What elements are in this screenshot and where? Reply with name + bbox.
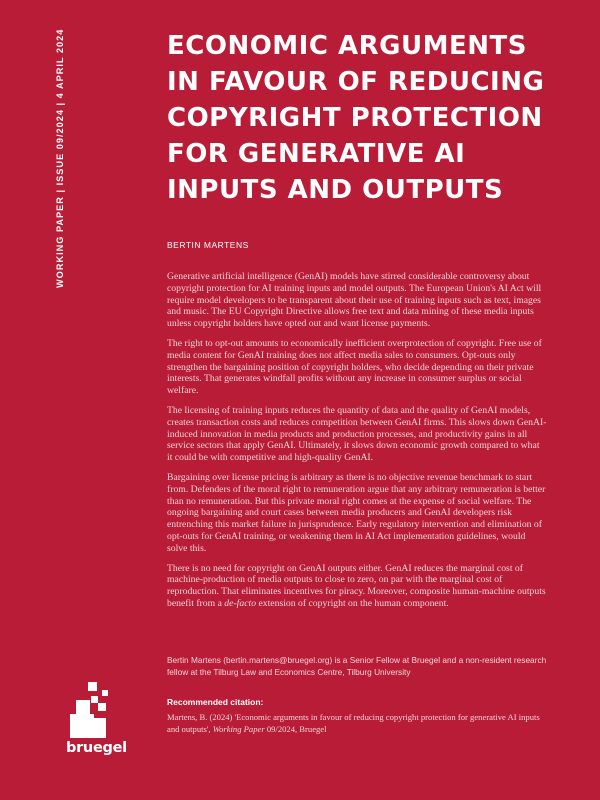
author-name: BERTIN MARTENS <box>167 240 249 250</box>
abstract-paragraph-3: The licensing of training inputs reduces the quantity of data and the quality of GenAI models, creates transaction costs and reduces competition between GenAI firms. This slows down GenAI-induced innovation in media products and production processes, and productivity gains in all service sectors that apply GenAI. Ultimately, it slows down economic growth compared to what it could be with competitive and high-quality GenAI. <box>167 404 547 464</box>
citation-part: Martens, B. (2024) 'Economic arguments in favour of reducing copyright protection for generative AI inputs and outputs', <box>167 712 540 734</box>
bruegel-logo-squares-icon <box>66 678 136 740</box>
citation-part: 09/2024, Bruegel <box>264 724 327 734</box>
author-bio: Bertin Martens (bertin.martens@bruegel.org) is a Senior Fellow at Bruegel and a non-resident research fellow at the Tilburg Law and Economics Centre, Tilburg University <box>167 655 547 677</box>
abstract-paragraph-4: Bargaining over license pricing is arbitrary as there is no objective revenue benchmark to start from. Defenders of the moral right to remuneration argue that any arbitrary remuneration is better than no remuneration. But this private moral right comes at the expense of social welfare. The ongoing bargaining and court cases between media producers and GenAI developers risk entrenching this market failure in jurisprudence. Early regulatory intervention and elimination of opt-outs for GenAI training, or weakening them in AI Act implementation guidelines, would solve this. <box>167 471 546 554</box>
emphasis-text: de-facto <box>224 597 257 609</box>
citation-heading: Recommended citation: <box>167 697 264 707</box>
citation-text <box>167 711 547 735</box>
paper-title: ECONOMIC ARGUMENTS IN FAVOUR OF REDUCING COPYRIGHT PROTECTION FOR GENERATIVE AI INPUTS AND OUTPUTS <box>167 31 545 205</box>
logo-wordmark: bruegel <box>66 740 127 756</box>
series-label-vertical <box>53 28 67 288</box>
citation-emphasis: Working Paper <box>212 724 265 734</box>
series-label-text: WORKING PAPER | ISSUE 09/2024 | 4 APRIL 2024 <box>55 28 65 288</box>
abstract <box>167 271 547 618</box>
bruegel-logo <box>66 678 136 768</box>
abstract-paragraph-1: Generative artificial intelligence (GenAI) models have stirred considerable controversy about copyright protection for AI training inputs and model outputs. The European Union's AI Act will require model developers to be transparent about their use of training inputs such as text, images and music. The EU Copyright Directive allows free text and data mining of these media inputs unless copyright holders have opted out and want license payments. <box>167 271 542 330</box>
abstract-paragraph-2: The right to opt-out amounts to economically inefficient overprotection of copyright. Free use of media content for GenAI training does not affect media sales to consumers. Opt-outs only strengthen the bargaining position of copyright holders, who decide depending on their private interests. That generates windfall profits without any increase in consumer surplus or social welfare. <box>167 337 542 397</box>
paragraph-text: extension of copyright on the human component. <box>256 597 449 609</box>
paragraph-text: There is no need for copyright on GenAI outputs either. GenAI reduces the marginal cost of machine-production of media outputs to close to zero, on par with the marginal cost of reproduction. That eliminates incentives for piracy. Moreover, composite human-machine outputs benefit from a <box>167 562 546 609</box>
abstract-paragraph-5 <box>167 563 547 610</box>
